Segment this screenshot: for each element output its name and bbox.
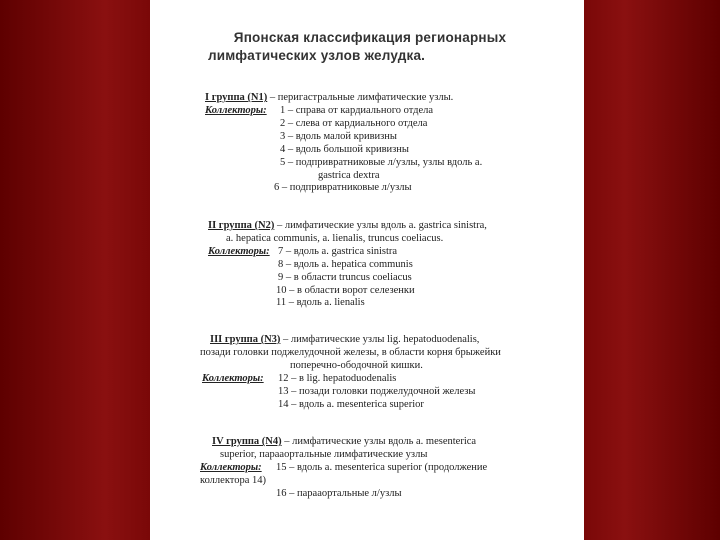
group-1-header	[205, 92, 453, 103]
group-4-item: 16 – парааортальные л/узлы	[276, 488, 402, 499]
group-3-item: 12 – в lig. hepatoduodenalis	[278, 373, 397, 384]
group-3-header	[210, 334, 479, 345]
group-1-item: 3 – вдоль малой кривизны	[280, 131, 397, 142]
group-3-item: 14 – вдоль a. mesenterica superior	[278, 399, 424, 410]
group-4-header	[212, 436, 476, 447]
group-1-description: – перигастральные лимфатические узлы.	[267, 92, 454, 103]
group-3-description-cont: позади головки поджелудочной железы, в области корня брыжейки	[200, 347, 501, 358]
group-4-item: коллектора 14)	[200, 475, 267, 486]
group-2-collectors	[208, 246, 270, 257]
group-4-description-cont: superior, парааортальные лимфатические узлы	[220, 449, 428, 460]
group-2-description: – лимфатические узлы вдоль a. gastrica sinistra,	[274, 220, 487, 231]
group-2-item: 11 – вдоль a. lienalis	[276, 297, 365, 308]
group-1-collectors	[205, 105, 267, 116]
group-2-collectors-label: Коллекторы:	[208, 246, 270, 257]
group-1-item: 5 – подпривратниковые л/узлы, узлы вдоль a.	[280, 157, 483, 168]
group-1-name: I группа (N1)	[205, 92, 268, 103]
group-1-item: 2 – слева от кардиального отдела	[280, 118, 428, 129]
group-4-collectors	[200, 462, 262, 473]
group-4-name: IV группа (N4)	[212, 436, 282, 447]
group-2-item: 9 – в области truncus coeliacus	[278, 272, 412, 283]
group-4-description: – лимфатические узлы вдоль a. mesenterica	[281, 436, 477, 447]
group-3-description-cont2: поперечно-ободочной кишки.	[290, 360, 423, 371]
group-3-item: 13 – позади головки поджелудочной железы	[278, 386, 476, 397]
group-3-description: – лимфатические узлы lig. hepatoduodenalis,	[280, 334, 480, 345]
group-4-collectors-label: Коллекторы:	[200, 462, 262, 473]
page-title-line2: лимфатических узлов желудка.	[208, 48, 426, 63]
group-2-name: II группа (N2)	[208, 220, 275, 231]
group-1-item: gastrica dextra	[318, 170, 380, 181]
page-title-line1: Японская классификация регионарных	[233, 30, 507, 45]
slide-background-left	[0, 0, 150, 540]
group-4-item: 15 – вдоль a. mesenterica superior (продолжение	[276, 462, 488, 473]
group-2-header	[208, 220, 487, 231]
group-2-item: 10 – в области ворот селезенки	[276, 285, 415, 296]
group-1-item: 4 – вдоль большой кривизны	[280, 144, 409, 155]
group-3-collectors	[202, 373, 264, 384]
group-1-item: 6 – подпривратниковые л/узлы	[274, 182, 412, 193]
scanned-page	[150, 0, 584, 540]
group-3-name: III группа (N3)	[210, 334, 281, 345]
group-1-collectors-label: Коллекторы:	[205, 105, 267, 116]
group-3-collectors-label: Коллекторы:	[202, 373, 264, 384]
group-1-item: 1 – справа от кардиального отдела	[280, 105, 434, 116]
group-2-item: 7 – вдоль a. gastrica sinistra	[278, 246, 398, 257]
group-2-item: 8 – вдоль a. hepatica communis	[278, 259, 413, 270]
slide-background-right	[584, 0, 720, 540]
group-2-description-cont: a. hepatica communis, a. lienalis, truncus coeliacus.	[226, 233, 444, 244]
